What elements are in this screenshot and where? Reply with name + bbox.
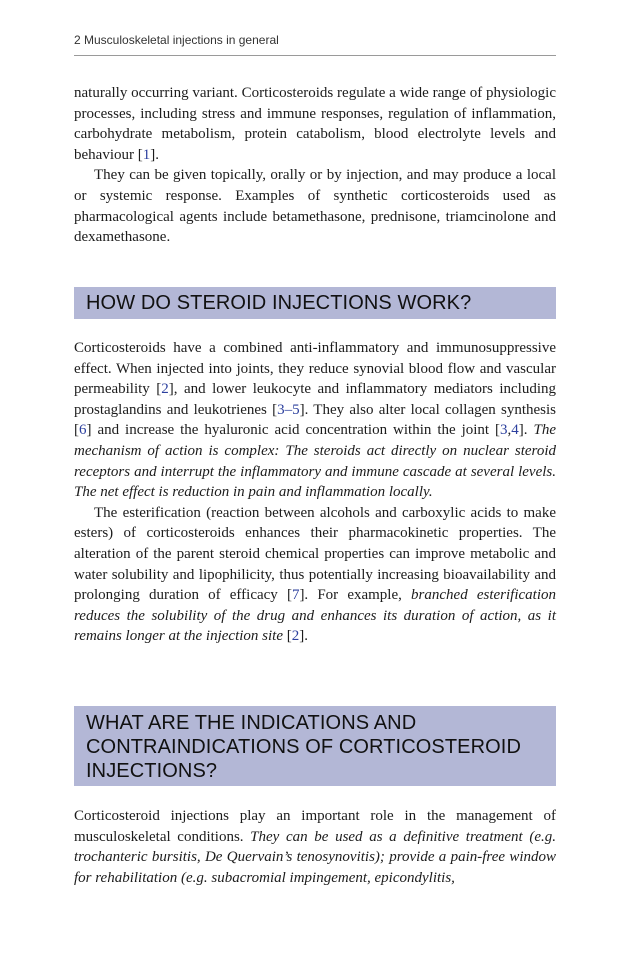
section-2-paragraph-1 xyxy=(74,806,556,888)
section-heading xyxy=(86,711,544,783)
intro-text xyxy=(74,83,556,248)
paragraph-text: ]. xyxy=(150,146,159,163)
citation-link[interactable]: 7 xyxy=(291,587,300,604)
heading-line: CONTRAINDICATIONS OF CORTICOSTEROID xyxy=(86,736,521,758)
section-heading-band xyxy=(74,706,556,786)
citation-link[interactable]: 3 xyxy=(500,422,508,439)
italic-text: branched esterification reduces the solubility of the drug and enhances its duration of action, as it remains longer at the injection site xyxy=(74,587,557,645)
italic-text: The mechanism of action is complex: The steroids act directly on nuclear steroid receptors and interrupt the inflammatory and immune cascade at several levels. The net effect is reduction in pain and inflammation locally. xyxy=(74,422,556,501)
intro-paragraph-2: They can be given topically, orally or by injection, and may produce a local or systemic response. Examples of synthetic corticosteroids used as pharmacological agents include betamethasone, prednisone, triamcinolone and dexamethasone. xyxy=(74,167,556,246)
section-1-paragraph-1 xyxy=(74,338,556,503)
section-heading-band xyxy=(74,287,556,319)
citation-link[interactable]: 2 xyxy=(291,628,300,645)
italic-text: They can be used as a definitive treatment (e.g. trochanteric bursitis, De Quervain’s tenosynovitis); provide a pain-free window for rehabilitation (e.g. subacromial impingement, epicondylitis, xyxy=(74,828,556,886)
paragraph-text: Corticosteroids have a combined anti-inflammatory and immunosuppressive effect. When injected into joints, they reduce synovial blood flow and vascular permeability [ xyxy=(74,340,556,398)
section-2-text xyxy=(74,806,556,888)
paragraph-text: , xyxy=(507,422,512,439)
paragraph-text: ], and lower leukocyte and inflammatory mediators including prostaglandins and leukotrienes [ xyxy=(74,381,556,418)
citation-link[interactable]: 1 xyxy=(142,146,151,163)
paragraph-text: The esterification (reaction between alcohols and carboxylic acids to make esters) of corticosteroids enhances their pharmacokinetic properties. The alteration of the parent steroid chemical properties can improve metabolic and water solubility and lipophilicity, thus potentially increasing bioavailability and prolonging duration of efficacy [ xyxy=(74,504,556,604)
paragraph-text: Corticosteroid injections play an important role in the management of musculoskeletal conditions. xyxy=(74,808,556,845)
paragraph-text: ]. xyxy=(299,628,308,645)
section-heading: HOW DO STEROID INJECTIONS WORK? xyxy=(86,292,472,314)
section-1-text xyxy=(74,338,556,647)
header-rule xyxy=(74,55,556,56)
heading-line: INJECTIONS? xyxy=(86,760,218,782)
paragraph-text: naturally occurring variant. Corticosteroids regulate a wide range of physiologic processes, including stress and immune responses, regulation of inflammation, carbohydrate metabolism, protein catabolism, blood electrolyte levels and behaviour [ xyxy=(74,85,556,163)
paragraph-text: ]. They also alter local collagen synthesis [ xyxy=(74,401,556,439)
section-1-paragraph-2 xyxy=(74,503,556,647)
intro-paragraph-1 xyxy=(74,83,556,165)
paragraph-text: [ xyxy=(283,628,292,645)
citation-link[interactable]: 3–5 xyxy=(277,401,300,418)
paragraph-text: ]. xyxy=(518,422,534,439)
citation-link[interactable]: 4 xyxy=(511,422,519,439)
paragraph-text: ] and increase the hyaluronic acid concentration within the joint [ xyxy=(86,422,501,439)
running-head: 2 Musculoskeletal injections in general xyxy=(74,33,279,47)
heading-line: WHAT ARE THE INDICATIONS AND xyxy=(86,712,417,734)
paragraph-text: ]. For example, xyxy=(299,587,412,604)
citation-link[interactable]: 2 xyxy=(161,381,169,398)
citation-link[interactable]: 6 xyxy=(79,422,87,439)
